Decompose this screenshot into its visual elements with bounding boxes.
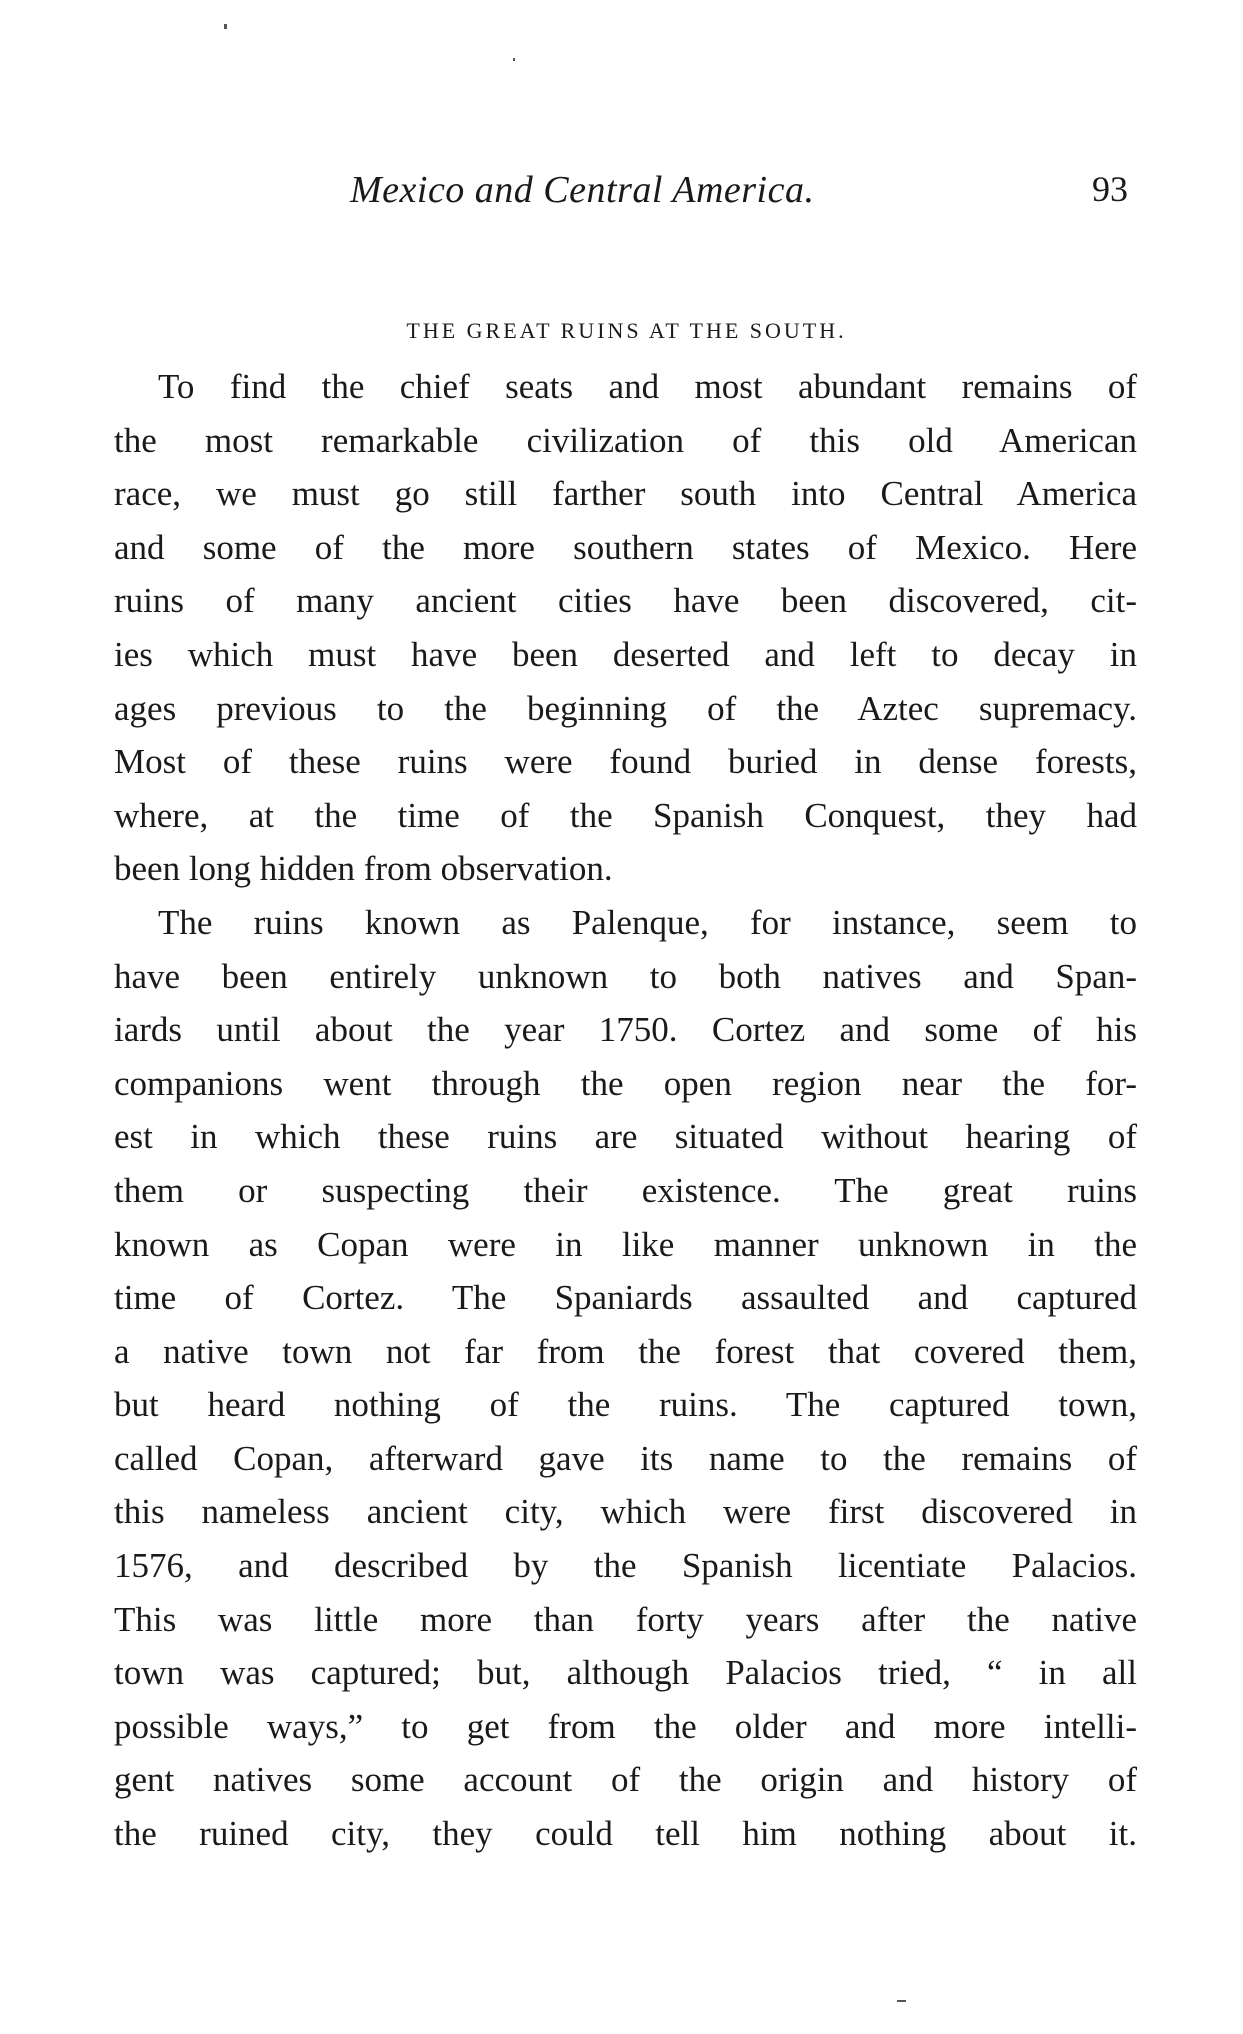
page-number: 93 <box>1092 169 1128 209</box>
paragraph-2-line: The ruins known as Palenque, for instance, seem to <box>158 902 1137 942</box>
paragraph-2-line: have been entirely unknown to both natives and Span- <box>114 956 1137 996</box>
paragraph-2-line: time of Cortez. The Spaniards assaulted and captured <box>114 1278 1137 1318</box>
paragraph-1-line: ies which must have been deserted and left to decay in <box>114 634 1137 674</box>
paragraph-2-line: the ruined city, they could tell him nothing about it. <box>114 1814 1137 1854</box>
paragraph-1-line: Most of these ruins were found buried in dense forests, <box>114 742 1137 782</box>
scan-speck <box>513 58 515 61</box>
paragraph-2-line: est in which these ruins are situated without hearing of <box>114 1117 1137 1157</box>
paragraph-1-line: ruins of many ancient cities have been discovered, cit- <box>114 581 1137 621</box>
paragraph-2-line: called Copan, afterward gave its name to the remains of <box>114 1438 1137 1478</box>
paragraph-2-line: known as Copan were in like manner unknown in the <box>114 1224 1137 1264</box>
paragraph-1-line: race, we must go still farther south into Central America <box>114 474 1137 514</box>
paragraph-2-line: This was little more than forty years after the native <box>114 1599 1137 1639</box>
paragraph-1-line: been long hidden from observation. <box>114 849 613 889</box>
paragraph-2-line: them or suspecting their existence. The great ruins <box>114 1170 1137 1210</box>
scan-speck <box>224 24 227 29</box>
paragraph-1-line: the most remarkable civilization of this old American <box>114 420 1137 460</box>
paragraph-2-line: town was captured; but, although Palacios tried, “ in all <box>114 1653 1137 1693</box>
paragraph-2-line: this nameless ancient city, which were first discovered in <box>114 1492 1137 1532</box>
paragraph-2-line: 1576, and described by the Spanish licentiate Palacios. <box>114 1546 1137 1586</box>
paragraph-2-line: companions went through the open region near the for- <box>114 1063 1137 1103</box>
paragraph-2-line: but heard nothing of the ruins. The captured town, <box>114 1385 1137 1425</box>
section-heading: THE GREAT RUINS AT THE SOUTH. <box>406 318 847 343</box>
paragraph-1-line: To find the chief seats and most abundant remains of <box>158 367 1137 406</box>
paragraph-1-line: and some of the more southern states of Mexico. Here <box>114 527 1137 567</box>
paragraph-2-line: possible ways,” to get from the older and more intelli- <box>114 1706 1137 1746</box>
paragraph-1-line: where, at the time of the Spanish Conquest, they had <box>114 795 1137 835</box>
paragraph-2-line: a native town not far from the forest that covered them, <box>114 1331 1137 1371</box>
paragraph-1-line: ages previous to the beginning of the Aztec supremacy. <box>114 688 1137 728</box>
paragraph-2-line: gent natives some account of the origin and history of <box>114 1760 1137 1800</box>
scan-speck <box>897 2000 906 2002</box>
running-head-title: Mexico and Central America. <box>350 169 815 211</box>
body-text <box>114 360 1137 1861</box>
paragraph-2-line: iards until about the year 1750. Cortez and some of his <box>114 1010 1137 1050</box>
